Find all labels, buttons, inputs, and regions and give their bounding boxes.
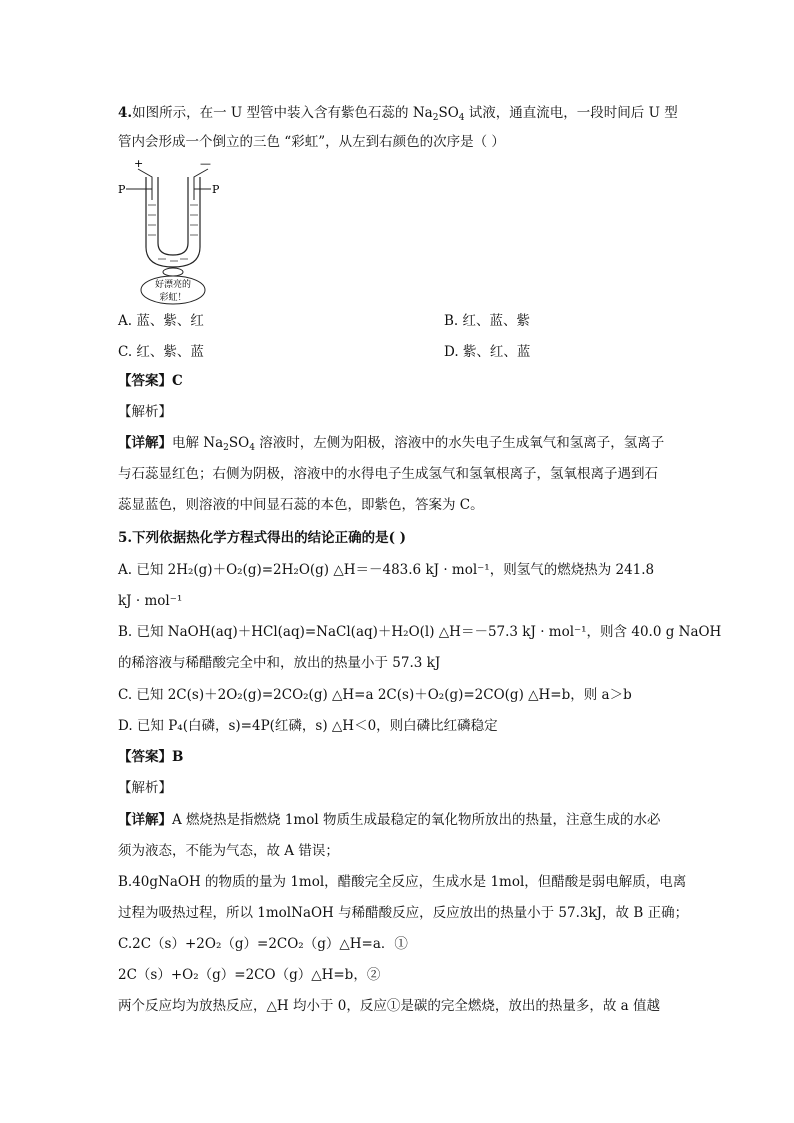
q5-option-c: C. 已知 2C(s)＋2O₂(g)=2CO₂(g) △H=a 2C(s)＋O₂(g)=2CO(g) △H=b，则 a＞b	[118, 687, 632, 703]
q5-detail-line5: C.2C（s）+2O₂（g）=2CO₂（g）△H=a．①	[118, 936, 408, 952]
q5-detail-line1: 【详解】A 燃烧热是指燃烧 1mol 物质生成最稳定的氧化物所放出的热量，注意生成的水必	[118, 812, 661, 828]
q5-analysis-label: 【解析】	[118, 780, 172, 796]
q4-option-c: C. 红、紫、蓝	[118, 344, 204, 360]
q4-analysis-label: 【解析】	[118, 404, 172, 420]
q4-detail-line1: 【详解】电解 $Na_2SO_4$ 溶液时，左侧为阳极，溶液中的水失电子生成氧气和氢离子，氢离子	[118, 435, 665, 453]
q5-detail-line6: 2C（s）+O₂（g）=2CO（g）△H=b，②	[118, 967, 381, 983]
q4-detail-line3: 蕊显蓝色，则溶液的中间显石蕊的本色，即紫色，答案为 C。	[118, 497, 484, 513]
q4-option-d: D. 紫、红、蓝	[444, 344, 531, 360]
plus-sign: +	[134, 157, 144, 170]
q5-option-d: D. 已知 P₄(白磷，s)=4P(红磷，s) △H＜0，则白磷比红磷稳定	[118, 718, 498, 734]
p-label-left: P	[118, 183, 126, 196]
q5-detail-line4: 过程为吸热过程，所以 1molNaOH 与稀醋酸反应，反应放出的热量小于 57.3kJ，故 B 正确；	[118, 905, 689, 921]
stand-small	[163, 268, 183, 276]
q4-option-b: B. 红、蓝、紫	[444, 313, 531, 329]
q5-option-a-line1: A. 已知 2H₂(g)＋O₂(g)=2H₂O(g) △H＝－483.6 kJ · mol⁻¹，则氢气的燃烧热为 241.8	[118, 562, 655, 578]
u-tube-inner	[158, 177, 188, 255]
q5-detail-line2: 须为液态，不能为气态，故 A 错误；	[118, 843, 339, 859]
u-tube-figure	[118, 155, 228, 305]
liquid-marks	[148, 205, 198, 261]
u-tube-outer	[146, 177, 200, 267]
q5-answer: 【答案】B	[118, 749, 184, 765]
q5-option-a-line2: kJ · mol⁻¹	[118, 593, 183, 609]
minus-sign: —	[200, 157, 211, 170]
q4-detail-line2: 与石蕊显红色；右侧为阴极，溶液中的水得电子生成氢气和氢氧根离子，氢氧根离子遇到石	[118, 466, 658, 482]
q5-detail-line7: 两个反应均为放热反应，△H 均小于 0，反应①是碳的完全燃烧，放出的热量多，故 a 值越	[118, 998, 660, 1014]
q5-option-b-line2: 的稀溶液与稀醋酸完全中和，放出的热量小于 57.3 kJ	[118, 655, 441, 671]
cathode-wire	[194, 169, 208, 200]
q5-detail-line3: B.40gNaOH 的物质的量为 1mol，醋酸完全反应，生成水是 1mol，但醋酸是弱电解质，电离	[118, 874, 687, 890]
q4-number: 4.	[118, 105, 133, 121]
q4-option-a: A. 蓝、紫、红	[118, 313, 204, 329]
p-label-right: P	[212, 183, 220, 196]
q4-stem-line1: 4.如图所示，在一 U 型管中装入含有紫色石蕊的 $Na_2SO_4$ 试液，通直流电，一段时间后 U 型	[118, 105, 678, 123]
anode-wire	[138, 169, 152, 200]
q4-stem-line2: 管内会形成一个倒立的三色 “彩虹”，从左到右颜色的次序是（ ）	[118, 134, 505, 150]
q4-answer: 【答案】C	[118, 373, 183, 389]
q5-option-b-line1: B. 已知 NaOH(aq)＋HCl(aq)=NaCl(aq)＋H₂O(l) △H＝－57.3 kJ · mol⁻¹，则含 40.0 g NaOH	[118, 624, 722, 640]
bubble-text-2: 彩虹！	[159, 293, 187, 303]
bubble-text-1: 好漂亮的	[154, 280, 192, 290]
q5-stem: 5.下列依据热化学方程式得出的结论正确的是( )	[118, 530, 407, 546]
